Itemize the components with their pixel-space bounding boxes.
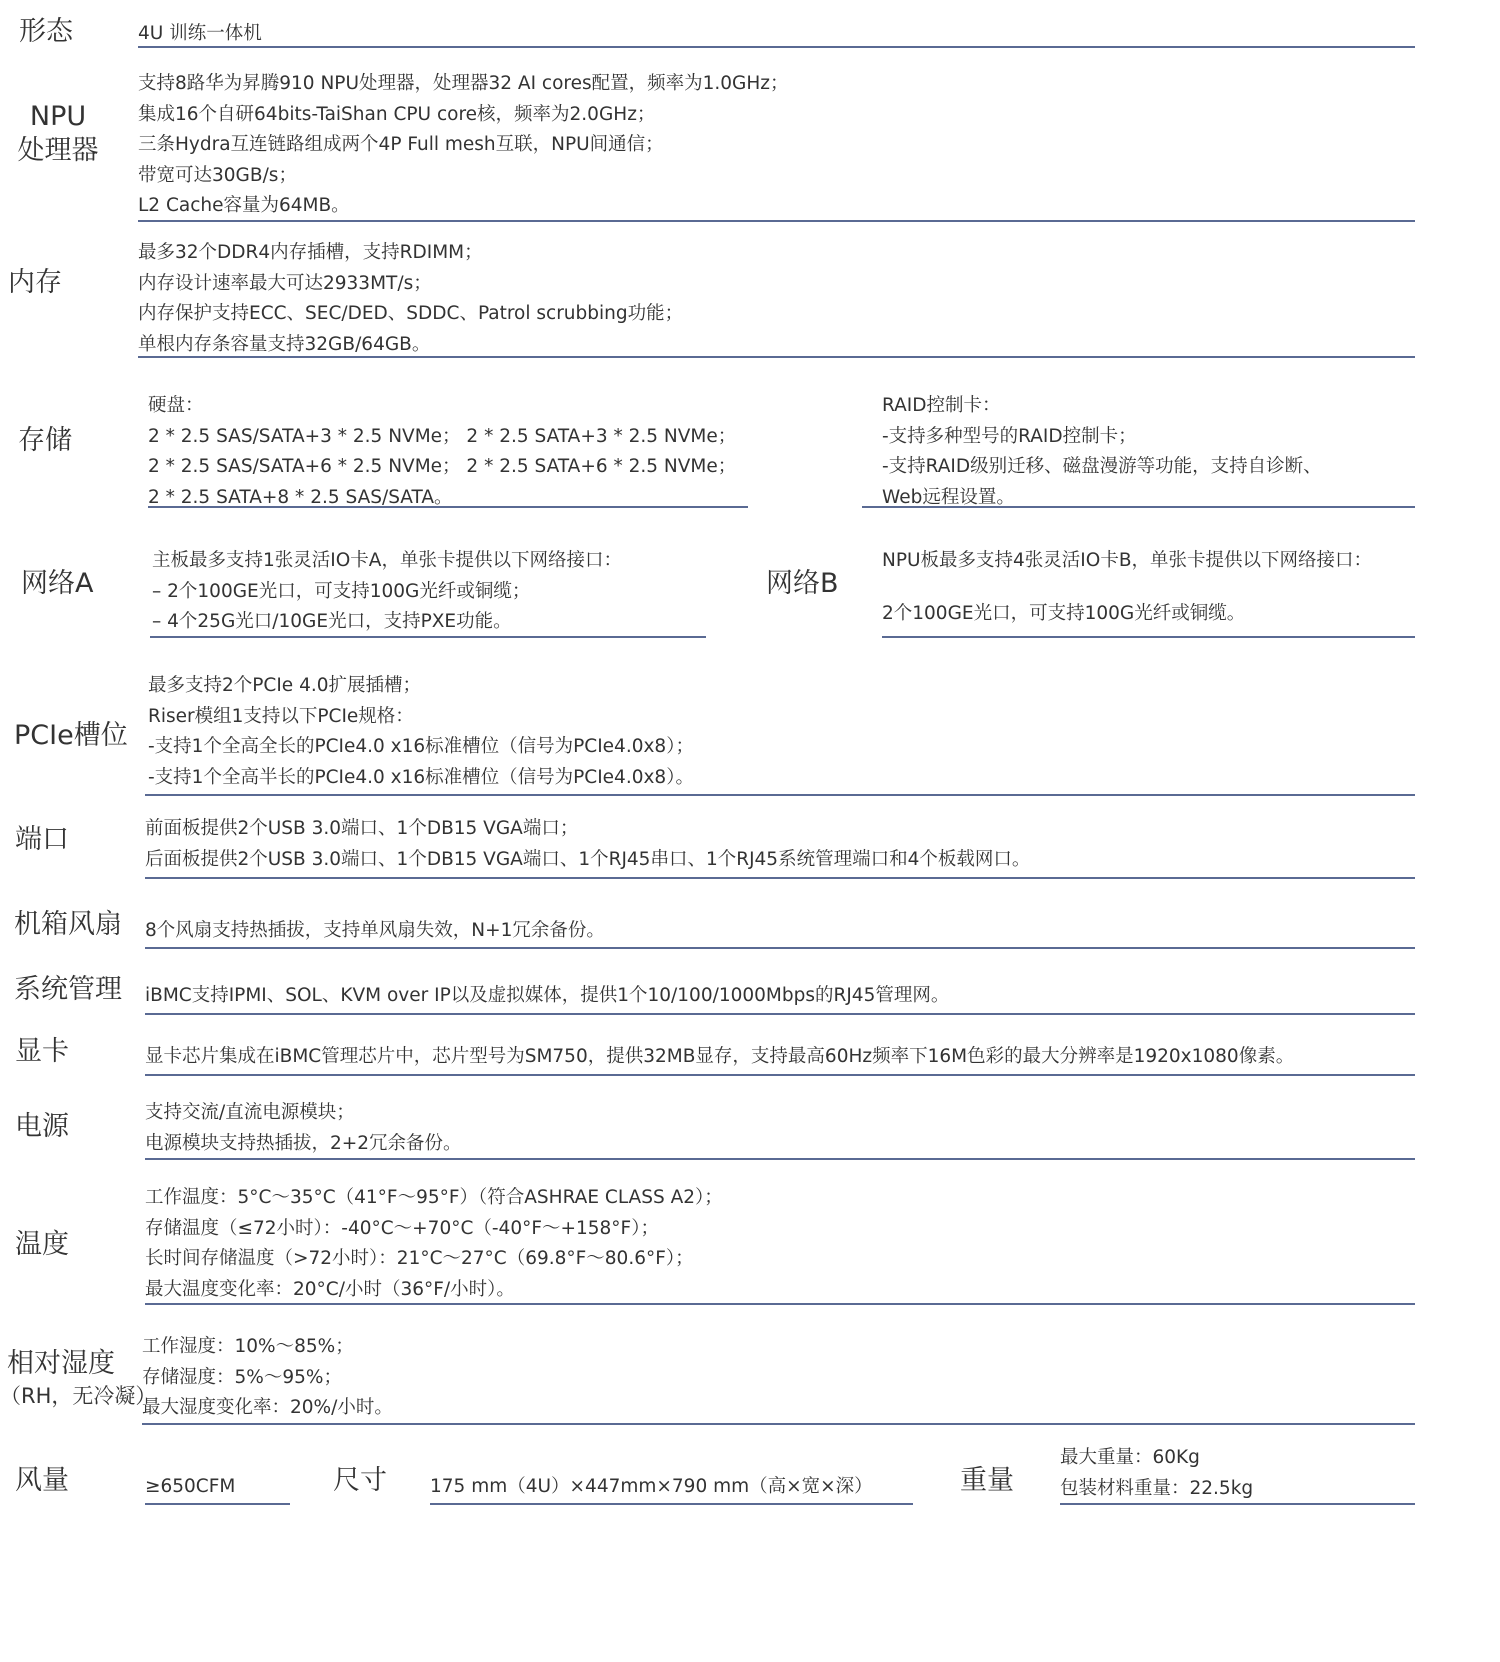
text-line: – 4个25G光口/10GE光口，支持PXE功能。 — [152, 611, 512, 632]
text-line: 主板最多支持1张灵活IO卡A，单张卡提供以下网络接口： — [152, 550, 622, 571]
label-memory: 内存 — [8, 267, 62, 298]
label-network-b: 网络B — [766, 568, 839, 599]
mgmt-details: iBMC支持IPMI、SOL、KVM over IP以及虚拟媒体，提供1个10/100/1000Mbps的RJ45管理网。 — [145, 985, 950, 1006]
network-a-details — [152, 546, 622, 638]
text-line: 2 * 2.5 SATA+8 * 2.5 SAS/SATA。 — [148, 486, 453, 508]
memory-details — [138, 238, 683, 360]
label-mgmt: 系统管理 — [14, 974, 122, 1005]
text-line: 2 * 2.5 SAS/SATA+3 * 2.5 NVMe； 2 * 2.5 SATA+3 * 2.5 NVMe； — [148, 425, 737, 447]
text-line: NPU板最多支持4张灵活IO卡B，单张卡提供以下网络接口： — [882, 550, 1373, 571]
divider — [145, 877, 1415, 879]
power-details — [145, 1098, 462, 1159]
label-npu-line2: 处理器 — [17, 134, 99, 166]
text-line: Web远程设置。 — [882, 486, 1015, 508]
label-ports: 端口 — [15, 824, 69, 855]
weight-details — [1060, 1443, 1253, 1504]
label-airflow: 风量 — [15, 1465, 69, 1496]
divider — [430, 1503, 913, 1505]
text-line: 2个100GE光口，可支持100G光纤或铜缆。 — [882, 602, 1246, 624]
divider — [1060, 1503, 1415, 1505]
text-line: 最大重量：60Kg — [1060, 1447, 1200, 1468]
divider — [882, 636, 1415, 638]
fans-details: 8个风扇支持热插拔，支持单风扇失效，N+1冗余备份。 — [145, 920, 605, 941]
text-line: 后面板提供2个USB 3.0端口、1个DB15 VGA端口、1个RJ45串口、1个RJ45系统管理端口和4个板载网口。 — [145, 848, 1031, 870]
label-size: 尺寸 — [333, 1465, 387, 1496]
text-line: 硬盘： — [148, 395, 204, 416]
label-humidity-line2: （RH，无冷凝） — [0, 1383, 157, 1408]
text-line: 单根内存条容量支持32GB/64GB。 — [138, 333, 431, 355]
text-line: 支持8路华为昇腾910 NPU处理器，处理器32 AI cores配置，频率为1.0GHz； — [138, 73, 789, 94]
gpu-details: 显卡芯片集成在iBMC管理芯片中，芯片型号为SM750，提供32MB显存，支持最高60Hz频率下16M色彩的最大分辨率是1920x1080像素。 — [145, 1046, 1295, 1067]
text-line: 内存设计速率最大可达2933MT/s； — [138, 272, 432, 294]
size-value: 175 mm（4U）×447mm×790 mm（高×宽×深） — [430, 1476, 873, 1497]
divider — [145, 1303, 1415, 1305]
text-line: 电源模块支持热插拔，2+2冗余备份。 — [145, 1132, 462, 1154]
divider — [145, 794, 1415, 796]
divider — [148, 506, 748, 508]
pcie-details — [148, 671, 694, 793]
label-npu-line1: NPU — [29, 101, 87, 132]
ports-details — [145, 814, 1030, 875]
temperature-details — [145, 1183, 723, 1305]
text-line: Riser模组1支持以下PCIe规格： — [148, 705, 414, 727]
label-humidity-line1: 相对湿度 — [7, 1348, 115, 1379]
text-line: 前面板提供2个USB 3.0端口、1个DB15 VGA端口； — [145, 818, 579, 839]
divider — [142, 1423, 1415, 1425]
label-weight: 重量 — [960, 1465, 1014, 1496]
divider — [145, 1074, 1415, 1076]
text-line: 最大湿度变化率：20%/小时。 — [142, 1397, 393, 1418]
divider — [145, 1503, 290, 1505]
text-line: 2 * 2.5 SAS/SATA+6 * 2.5 NVMe； 2 * 2.5 SATA+6 * 2.5 NVMe； — [148, 456, 737, 477]
text-line: 存储湿度：5%～95%； — [142, 1366, 342, 1388]
divider — [138, 220, 1415, 222]
divider — [145, 1013, 1415, 1015]
label-storage: 存储 — [18, 425, 72, 456]
divider — [145, 947, 1415, 949]
humidity-details — [142, 1332, 393, 1424]
text-line: -支持1个全高半长的PCIe4.0 x16标准槽位（信号为PCIe4.0x8）。 — [148, 766, 694, 788]
text-line — [882, 577, 1372, 599]
npu-details — [138, 69, 789, 222]
text-line: 带宽可达30GB/s； — [138, 164, 297, 186]
text-line: 内存保护支持ECC、SEC/DED、SDDC、Patrol scrubbing功能； — [138, 303, 684, 324]
label-npu — [16, 100, 100, 168]
divider — [150, 636, 706, 638]
text-line: 包装材料重量：22.5kg — [1060, 1477, 1254, 1499]
form-value: 4U 训练一体机 — [138, 23, 262, 44]
text-line: – 2个100GE光口，可支持100G光纤或铜缆； — [152, 580, 531, 602]
divider — [145, 1158, 1415, 1160]
text-line: 长时间存储温度（>72小时）：21°C～27°C（69.8°F～80.6°F）； — [145, 1248, 694, 1269]
text-line: -支持1个全高全长的PCIe4.0 x16标准槽位（信号为PCIe4.0x8）； — [148, 736, 694, 757]
airflow-value: ≥650CFM — [145, 1476, 236, 1497]
text-line: -支持RAID级别迁移、磁盘漫游等功能，支持自诊断、 — [882, 456, 1322, 477]
storage-raid — [882, 391, 1322, 513]
divider — [862, 506, 1415, 508]
label-network-a: 网络A — [21, 568, 94, 599]
label-humidity — [0, 1347, 157, 1411]
text-line: 三条Hydra互连链路组成两个4P Full mesh互联，NPU间通信； — [138, 134, 664, 155]
storage-disks — [148, 391, 736, 513]
text-line: 工作湿度：10%～85%； — [142, 1336, 354, 1357]
label-gpu: 显卡 — [15, 1036, 69, 1067]
text-line: 最多支持2个PCIe 4.0扩展插槽； — [148, 675, 421, 696]
text-line: 最多32个DDR4内存插槽，支持RDIMM； — [138, 242, 483, 263]
text-line: RAID控制卡： — [882, 395, 1001, 416]
text-line: 工作温度：5°C～35°C（41°F～95°F）（符合ASHRAE CLASS A2）； — [145, 1187, 723, 1208]
label-fans: 机箱风扇 — [14, 909, 122, 940]
text-line: 最大温度变化率：20°C/小时（36°F/小时）。 — [145, 1278, 515, 1300]
label-form: 形态 — [19, 16, 73, 47]
text-line: -支持多种型号的RAID控制卡； — [882, 425, 1137, 447]
text-line: 集成16个自研64bits-TaiShan CPU core核，频率为2.0GHz； — [138, 103, 656, 125]
text-line: L2 Cache容量为64MB。 — [138, 195, 350, 216]
text-line: 支持交流/直流电源模块； — [145, 1102, 355, 1123]
divider — [138, 46, 1415, 48]
label-pcie: PCIe槽位 — [14, 720, 128, 751]
divider — [138, 356, 1415, 358]
text-line: 存储温度（≤72小时）：-40°C～+70°C（-40°F～+158°F）； — [145, 1217, 659, 1239]
label-temperature: 温度 — [15, 1229, 69, 1260]
network-b-details — [882, 546, 1372, 629]
label-power: 电源 — [15, 1111, 69, 1142]
